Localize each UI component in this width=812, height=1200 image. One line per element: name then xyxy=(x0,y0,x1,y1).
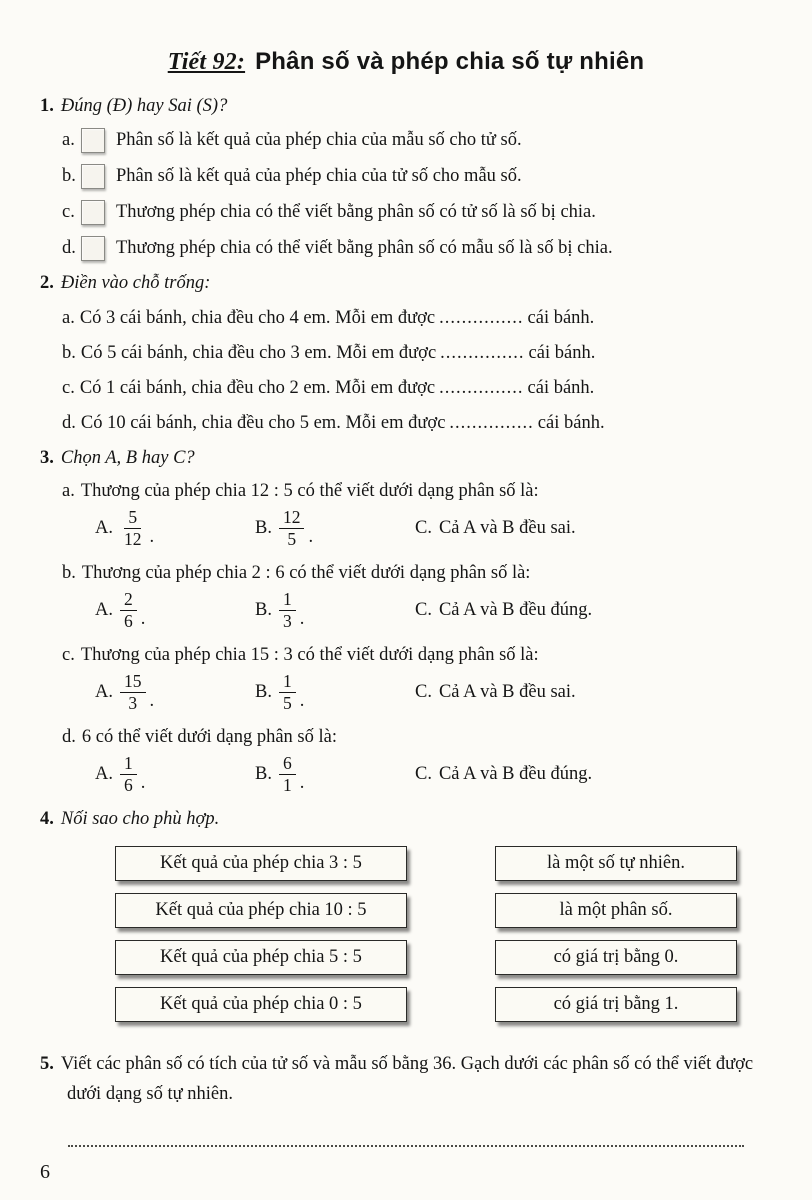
option-suffix: . xyxy=(299,608,305,629)
option-suffix: . xyxy=(140,772,146,793)
item-label: a. xyxy=(62,481,75,501)
option-text: Cả A và B đều đúng. xyxy=(438,599,593,620)
option-label: A. xyxy=(95,681,113,702)
option-a[interactable] xyxy=(95,672,255,712)
option-text: Cả A và B đều đúng. xyxy=(438,763,593,784)
option-label: A. xyxy=(95,517,113,538)
page-number: 6 xyxy=(40,1161,50,1183)
q2-header xyxy=(40,273,772,294)
option-label: C. xyxy=(415,599,432,620)
option-suffix: . xyxy=(299,690,305,711)
option-label: B. xyxy=(255,681,272,702)
item-label: d. xyxy=(62,238,76,258)
item-text: Thương của phép chia 2 : 6 có thể viết dưới dạng phân số là: xyxy=(81,563,531,583)
q3-item-b-options xyxy=(95,587,772,633)
fraction-numerator: 1 xyxy=(279,590,296,610)
item-text: Thương của phép chia 12 : 5 có thể viết dưới dạng phân số là: xyxy=(80,481,539,501)
q1-item-c xyxy=(62,200,772,225)
q3-header xyxy=(40,448,772,469)
q1-header xyxy=(40,96,772,117)
q5-prompt: Viết các phân số có tích của tử số và mẫu số bằng 36. Gạch dưới các phân số có thể viết được dưới dạng số tự nhiên. xyxy=(60,1054,754,1104)
q1-item-a xyxy=(62,128,772,153)
answer-checkbox[interactable] xyxy=(81,236,105,261)
q3-item-c-options xyxy=(95,669,772,715)
q3-item-b-question xyxy=(62,563,772,584)
answer-blank[interactable]: ............... xyxy=(449,413,534,433)
match-left-column xyxy=(115,846,407,1034)
option-b[interactable] xyxy=(255,508,415,548)
item-text-after: cái bánh. xyxy=(528,343,596,363)
item-text: Thương của phép chia 15 : 3 có thể viết dưới dạng phân số là: xyxy=(80,645,539,665)
fraction-numerator: 1 xyxy=(279,672,296,692)
option-a[interactable] xyxy=(95,590,255,630)
item-text: Có 1 cái bánh, chia đều cho 2 em. Mỗi em được xyxy=(79,378,436,398)
q5-text xyxy=(40,1050,772,1109)
q2-item-a xyxy=(62,308,772,329)
answer-line[interactable] xyxy=(68,1145,744,1147)
q2-item-d xyxy=(62,413,772,434)
option-c[interactable] xyxy=(415,600,592,621)
fraction-denominator: 12 xyxy=(124,528,142,549)
match-right-box-3[interactable]: có giá trị bằng 0. xyxy=(495,940,737,975)
option-b[interactable] xyxy=(255,590,415,630)
option-b[interactable] xyxy=(255,754,415,794)
option-label: B. xyxy=(255,763,272,784)
item-text: Có 5 cái bánh, chia đều cho 3 em. Mỗi em được xyxy=(80,343,437,363)
option-suffix: . xyxy=(140,608,146,629)
option-a[interactable] xyxy=(95,754,255,794)
q4-header xyxy=(40,809,772,830)
item-label: c. xyxy=(62,645,75,665)
item-label: a. xyxy=(62,130,75,150)
item-text: Có 10 cái bánh, chia đều cho 5 em. Mỗi em được xyxy=(80,413,446,433)
q1-number: 1. xyxy=(40,96,54,116)
option-label: C. xyxy=(415,681,432,702)
q3-item-d-options xyxy=(95,751,772,797)
fraction xyxy=(279,508,305,548)
option-label: B. xyxy=(255,517,272,538)
fraction-denominator: 5 xyxy=(287,528,297,549)
option-a[interactable] xyxy=(95,508,255,548)
item-label: c. xyxy=(62,202,75,222)
item-label: b. xyxy=(62,563,76,583)
item-label: c. xyxy=(62,378,75,398)
q2-number: 2. xyxy=(40,273,54,293)
q3-prompt: Chọn A, B hay C? xyxy=(60,448,195,468)
item-text-after: cái bánh. xyxy=(527,378,595,398)
q3-item-d-question xyxy=(62,727,772,748)
q3-item-c-question xyxy=(62,645,772,666)
option-text: Cả A và B đều sai. xyxy=(438,517,576,538)
item-label: d. xyxy=(62,727,76,747)
option-b[interactable] xyxy=(255,672,415,712)
option-suffix: . xyxy=(149,526,155,547)
match-right-box-4[interactable]: có giá trị bằng 1. xyxy=(495,987,737,1022)
lesson-title: Phân số và phép chia số tự nhiên xyxy=(255,48,645,75)
q5-number: 5. xyxy=(40,1054,54,1074)
item-text-after: cái bánh. xyxy=(527,308,595,328)
q3-item-a-options xyxy=(95,505,772,551)
option-c[interactable] xyxy=(415,518,576,539)
option-label: C. xyxy=(415,763,432,784)
option-label: C. xyxy=(415,517,432,538)
option-suffix: . xyxy=(149,690,155,711)
option-c[interactable] xyxy=(415,682,576,703)
q3-number: 3. xyxy=(40,448,54,468)
q1-item-b xyxy=(62,164,772,189)
fraction xyxy=(279,590,296,630)
q4-number: 4. xyxy=(40,809,54,829)
item-label: b. xyxy=(62,166,76,186)
option-suffix: . xyxy=(308,526,314,547)
match-left-box-1[interactable]: Kết quả của phép chia 3 : 5 xyxy=(115,846,407,881)
q3-item-a-question xyxy=(62,481,772,502)
fraction-denominator: 6 xyxy=(124,610,133,631)
answer-blank[interactable]: ............... xyxy=(439,308,524,328)
match-right-box-2[interactable]: là một phân số. xyxy=(495,893,737,928)
fraction-denominator: 6 xyxy=(124,774,133,795)
q2-item-c xyxy=(62,378,772,399)
match-right-column xyxy=(495,846,737,1034)
item-text: Có 3 cái bánh, chia đều cho 4 em. Mỗi em được xyxy=(79,308,436,328)
item-label: d. xyxy=(62,413,76,433)
fraction xyxy=(120,754,137,794)
match-left-box-3[interactable]: Kết quả của phép chia 5 : 5 xyxy=(115,940,407,975)
fraction-denominator: 5 xyxy=(282,692,292,713)
fraction xyxy=(120,590,137,630)
answer-blank[interactable]: ............... xyxy=(440,343,525,363)
item-label: b. xyxy=(62,343,76,363)
item-text: Phân số là kết quả của phép chia của tử số cho mẫu số. xyxy=(116,166,522,186)
fraction-numerator: 2 xyxy=(120,590,137,610)
fraction-numerator: 5 xyxy=(124,508,141,528)
item-text: Thương phép chia có thể viết bằng phân số có tử số là số bị chia. xyxy=(116,202,596,222)
item-text: Phân số là kết quả của phép chia của mẫu số cho tử số. xyxy=(116,130,522,150)
match-left-box-4[interactable]: Kết quả của phép chia 0 : 5 xyxy=(115,987,407,1022)
item-label: a. xyxy=(62,308,75,328)
fraction xyxy=(120,672,146,712)
page-title xyxy=(40,48,772,76)
answer-checkbox[interactable] xyxy=(81,128,105,153)
option-label: B. xyxy=(255,599,272,620)
fraction-numerator: 6 xyxy=(279,754,296,774)
item-text-after: cái bánh. xyxy=(537,413,605,433)
fraction xyxy=(279,672,296,712)
q1-item-d xyxy=(62,236,772,261)
item-text: Thương phép chia có thể viết bằng phân số có mẫu số là số bị chia. xyxy=(116,238,613,258)
option-label: A. xyxy=(95,599,113,620)
fraction-denominator: 3 xyxy=(128,692,138,713)
answer-checkbox[interactable] xyxy=(81,200,105,225)
option-label: A. xyxy=(95,763,113,784)
q4-prompt: Nối sao cho phù hợp. xyxy=(60,809,220,829)
match-right-box-1[interactable]: là một số tự nhiên. xyxy=(495,846,737,881)
option-text: Cả A và B đều sai. xyxy=(438,681,576,702)
item-text: 6 có thể viết dưới dạng phân số là: xyxy=(81,727,337,747)
fraction-numerator: 1 xyxy=(120,754,137,774)
fraction-numerator: 15 xyxy=(120,672,146,692)
match-left-box-2[interactable]: Kết quả của phép chia 10 : 5 xyxy=(115,893,407,928)
q2-item-b xyxy=(62,343,772,364)
answer-checkbox[interactable] xyxy=(81,164,105,189)
option-c[interactable] xyxy=(415,764,592,785)
q2-prompt: Điền vào chỗ trống: xyxy=(60,273,211,293)
fraction-denominator: 3 xyxy=(282,610,292,631)
option-suffix: . xyxy=(299,772,305,793)
matching-exercise xyxy=(115,846,772,1034)
fraction xyxy=(279,754,296,794)
fraction xyxy=(120,508,146,548)
answer-blank[interactable]: ............... xyxy=(439,378,524,398)
lesson-number: Tiết 92: xyxy=(167,49,246,75)
fraction-numerator: 12 xyxy=(279,508,305,528)
q1-prompt: Đúng (Đ) hay Sai (S)? xyxy=(60,96,228,116)
fraction-denominator: 1 xyxy=(282,774,292,795)
